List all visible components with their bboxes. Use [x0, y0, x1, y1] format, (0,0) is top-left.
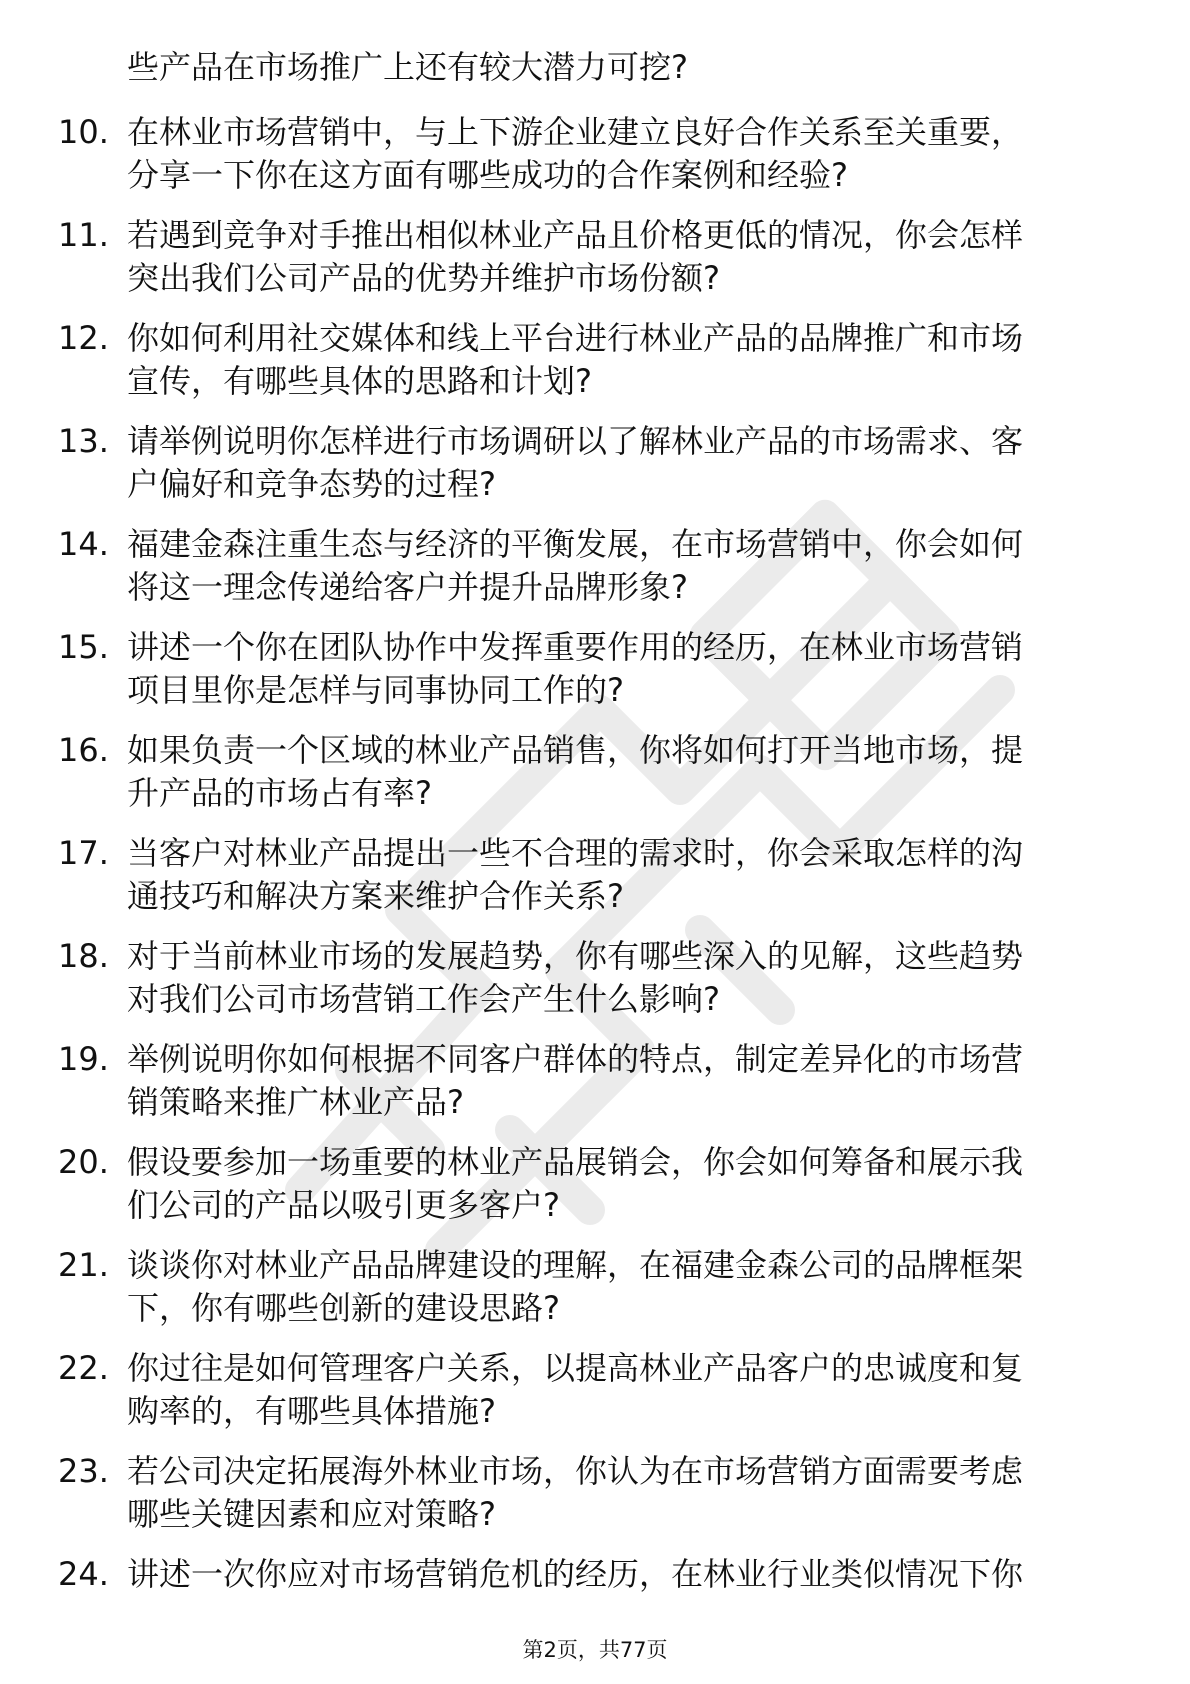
question-item	[0, 317, 1190, 403]
question-number: 23.	[58, 1452, 109, 1490]
question-line: 你如何利用社交媒体和线上平台进行林业产品的品牌推广和市场	[127, 319, 1024, 357]
question-line: 通技巧和解决方案来维护合作关系?	[127, 877, 624, 915]
question-number: 10.	[58, 113, 109, 151]
question-number: 19.	[58, 1040, 109, 1078]
question-line: 对我们公司市场营销工作会产生什么影响?	[127, 980, 720, 1018]
question-text	[127, 1141, 1117, 1227]
question-text	[127, 111, 1117, 197]
question-number: 14.	[58, 525, 109, 563]
question-line: 将这一理念传递给客户并提升品牌形象?	[127, 568, 688, 606]
question-line: 若遇到竞争对手推出相似林业产品且价格更低的情况，你会怎样	[127, 216, 1024, 254]
question-number: 22.	[58, 1349, 109, 1387]
question-line: 户偏好和竞争态势的过程?	[127, 465, 496, 503]
question-number: 20.	[58, 1143, 109, 1181]
question-text	[127, 729, 1117, 815]
question-line: 假设要参加一场重要的林业产品展销会，你会如何筹备和展示我	[127, 1143, 1024, 1181]
question-text	[127, 1450, 1117, 1536]
question-item	[0, 1244, 1190, 1330]
question-line: 当客户对林业产品提出一些不合理的需求时，你会采取怎样的沟	[127, 834, 1024, 872]
question-number: 21.	[58, 1246, 109, 1284]
question-line: 请举例说明你怎样进行市场调研以了解林业产品的市场需求、客	[127, 422, 1024, 460]
question-line: 销策略来推广林业产品?	[127, 1083, 464, 1121]
question-number: 12.	[58, 319, 109, 357]
question-line: 购率的，有哪些具体措施?	[127, 1392, 496, 1430]
question-line: 们公司的产品以吸引更多客户?	[127, 1186, 560, 1224]
page-footer: 第2页，共77页	[522, 1638, 668, 1662]
question-text	[127, 626, 1117, 712]
question-line: 举例说明你如何根据不同客户群体的特点，制定差异化的市场营	[127, 1040, 1024, 1078]
continuation-text: 些产品在市场推广上还有较大潜力可挖?	[127, 48, 688, 86]
question-item	[0, 420, 1190, 506]
question-line: 你过往是如何管理客户关系，以提高林业产品客户的忠诚度和复	[127, 1349, 1024, 1387]
question-item	[0, 523, 1190, 609]
question-list	[0, 111, 1190, 1656]
question-item	[0, 1038, 1190, 1124]
question-text	[127, 1038, 1117, 1124]
question-line: 如果负责一个区域的林业产品销售，你将如何打开当地市场，提	[127, 731, 1024, 769]
question-line: 升产品的市场占有率?	[127, 774, 432, 812]
question-line: 福建金森注重生态与经济的平衡发展，在市场营销中，你会如何	[127, 525, 1024, 563]
question-number: 15.	[58, 628, 109, 666]
question-text	[127, 1347, 1117, 1433]
question-line: 下，你有哪些创新的建设思路?	[127, 1289, 560, 1327]
question-number: 13.	[58, 422, 109, 460]
question-line: 讲述一个你在团队协作中发挥重要作用的经历，在林业市场营销	[127, 628, 1024, 666]
question-item	[0, 832, 1190, 918]
question-line: 对于当前林业市场的发展趋势，你有哪些深入的见解，这些趋势	[127, 937, 1024, 975]
question-line: 哪些关键因素和应对策略?	[127, 1495, 496, 1533]
question-item	[0, 1347, 1190, 1433]
question-item	[0, 111, 1190, 197]
question-item	[0, 1141, 1190, 1227]
question-text	[127, 420, 1117, 506]
question-line: 若公司决定拓展海外林业市场，你认为在市场营销方面需要考虑	[127, 1452, 1024, 1490]
question-text	[127, 1553, 1117, 1596]
question-number: 18.	[58, 937, 109, 975]
question-number: 17.	[58, 834, 109, 872]
question-item	[0, 1553, 1190, 1639]
question-number: 24.	[58, 1555, 109, 1593]
question-line: 宣传，有哪些具体的思路和计划?	[127, 362, 592, 400]
question-text	[127, 935, 1117, 1021]
question-text	[127, 317, 1117, 403]
question-number: 16.	[58, 731, 109, 769]
question-line: 突出我们公司产品的优势并维护市场份额?	[127, 259, 720, 297]
question-item	[0, 1450, 1190, 1536]
question-text	[127, 523, 1117, 609]
question-line: 谈谈你对林业产品品牌建设的理解，在福建金森公司的品牌框架	[127, 1246, 1024, 1284]
question-text	[127, 1244, 1117, 1330]
question-text	[127, 832, 1117, 918]
question-text	[127, 214, 1117, 300]
question-item	[0, 935, 1190, 1021]
question-item	[0, 729, 1190, 815]
question-item	[0, 626, 1190, 712]
question-line: 分享一下你在这方面有哪些成功的合作案例和经验?	[127, 156, 848, 194]
question-number: 11.	[58, 216, 109, 254]
question-line: 项目里你是怎样与同事协同工作的?	[127, 671, 624, 709]
question-item	[0, 214, 1190, 300]
question-line: 在林业市场营销中，与上下游企业建立良好合作关系至关重要，	[127, 113, 1024, 151]
question-line: 讲述一次你应对市场营销危机的经历，在林业行业类似情况下你	[127, 1555, 1024, 1593]
